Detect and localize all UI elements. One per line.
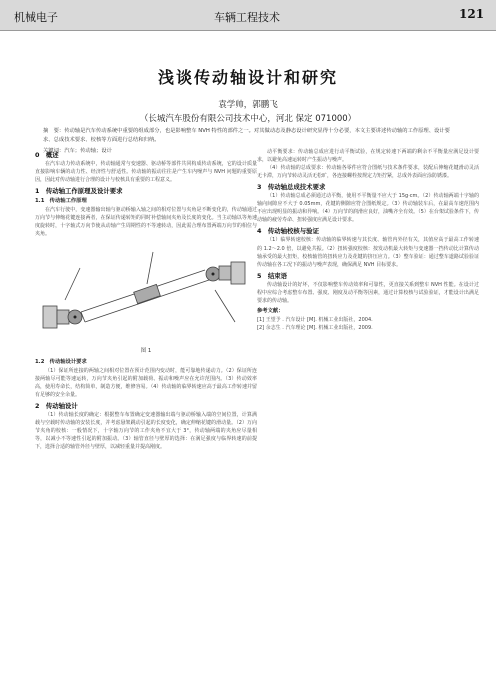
references [257,307,479,332]
paper-title: 浅谈传动轴设计和研究 [157,68,338,87]
page-header [0,0,496,31]
right-text-1: 动平衡要求：传动轴总成应进行动平衡试验，在规定转速下两端的剩余不平衡量应满足设计要求，以避免高速运转时产生振动与噪声。 [257,149,479,164]
keywords: 关键词：汽车；传动轴；设计 [43,148,112,154]
right-column [257,148,479,332]
page-number: 121 [459,7,485,21]
section-1-2-text: （1）保证所连接的两轴之间相对位置在预计范围内变动时，能可靠地传递动力。（2）保证所连接两轴尽可能等速运转，万向节夹角引起的附加载荷、振动和噪声应在允许范围内。（3）传动效率高，使用寿命长，结构简单，制造方便，维修容易。（4）传动轴的临界转速应高于最高工作转速并留有足够的安全余量。 [35,367,257,398]
section-0-title: 0 概述 [35,151,59,159]
right-text-2: （4）传动轴的总成要求：传动轴各零件应符合图纸与技术条件要求，装配后伸缩花键滑动灵活无卡滞，万向节转动灵活无松旷，各连接螺栓按规定力矩拧紧，总成外表面应涂防锈漆。 [257,165,479,180]
reference-item: [1] 王望予 . 汽车设计 [M]. 机械工业出版社，2004. [257,316,373,323]
section-4-text: （1）临界转速校核：传动轴的临界转速与其长度、轴管内外径有关，其值应高于最高工作转速的 1.2～2.0 倍，以避免共振。（2）扭转强度校核：按发动机最大转矩与变速器一挡传动比计算传动轴承受的最大扭矩，校核轴管的扭转应力及花键的挤压应力。（3）整车验证：通过整车道路试验验证传动轴在各工况下的振动与噪声表现，确保满足 NVH 目标要求。 [257,237,479,268]
section-5-text: 传动轴设计的好坏，不仅影响整车传动效率和可靠性，更直接关系到整车 NVH 性能。在设计过程中应综合考虑整车布置、强度、刚度及动平衡等因素，通过计算校核与试验验证，才能设计出满足要求的传动轴。 [257,281,479,304]
reference-item: [2] 余志生 . 汽车理论 [M]. 机械工业出版社，2009. [257,324,373,331]
section-1-1-title: 1.1 传动轴工作原理 [35,198,87,205]
references-title: 参考文献： [257,307,284,314]
section-1-2-title: 1.2 传动轴设计要求 [35,358,87,365]
section-2-text: （1）传动轴长度的确定：根据整车布置确定变速器输出端与驱动桥输入端的空间位置，计算满载与空载时传动轴的安装长度，并考虑悬架跳动引起的长度变化，确定伸缩花键的滑动量。（2）万向节夹角的校核：一般情况下，十字轴万向节的工作夹角不宜大于 3°，传动轴两端的夹角应尽量相等，以减小不等速性引起的附加振动。（3）轴管直径与壁厚的选择：在满足强度与临界转速的前提下，选择合适的轴管外径与壁厚，以减轻重量并提高刚度。 [35,411,257,450]
left-column [35,148,257,451]
figure-1 [35,240,257,345]
section-3-text: （1）传动轴总成必须通过动平衡，使用不平衡量不应大于 15g·cm。（2）传动轴两端十字轴的轴向间隙应不大于 0.05mm，花键的侧隙应符合图纸规定。（3）传动轴装车后，在最高车速范围内不应出现明显的振动和异响。（4）万向节的润滑应良好，油嘴齐全有效。（5）在台架试验条件下，传动轴的疲劳寿命、扭转强度应满足设计要求。 [257,193,479,224]
section-name: 车辆工程技术 [214,11,280,24]
abstract: 摘 要：传动轴是汽车传动系统中重要的组成部分，也是影响整车 NVH 特性的部件之一。对其做动态及静态设计研究显得十分必要，本文主要讲述传动轴的工作原理、设计要求、总成技术要求、校核等方面进行总结和归纳。 [43,128,450,143]
section-2-title: 2 传动轴设计 [35,401,78,410]
section-1-1-text: 在汽车行驶中，变速器输出轴与驱动桥输入轴之间的相对位置与夹角是不断变化的，传动轴通过万向节与伸缩花键连接两者，在保证传递转矩的同时补偿轴间夹角及长度的变化。当主动轴以等角速度旋转时，十字轴式万向节使从动轴产生周期性的不等速转动，因此需合理布置两端万向节的相位与夹角。 [35,207,257,238]
section-3-title: 3 传动轴总成技术要求 [257,183,326,192]
affiliation: （长城汽车股份有限公司技术中心，河北 保定 071000） [139,114,357,124]
section-5-title: 5 结束语 [257,271,288,280]
figure-1-caption: 图 1 [140,348,152,355]
section-4-title: 4 传动轴校核与验证 [257,227,319,236]
section-1-title: 1 传动轴工作原理及设计要求 [35,187,123,196]
authors: 袁学帅，郭鹏飞 [218,100,278,110]
section-0-text: 在汽车动力传动系统中，传动轴通常与变速器、驱动桥等部件共同构成传动系统，它的设计质量直接影响车辆的动力性、经济性与舒适性。传动轴的振动往往是产生车内噪声与 NVH 问题的重要原因，因此对传动轴进行合理的设计与校核具有重要的工程意义。 [35,161,257,184]
driveshaft-drawing [35,240,257,345]
journal-name: 机械电子 [14,11,58,24]
